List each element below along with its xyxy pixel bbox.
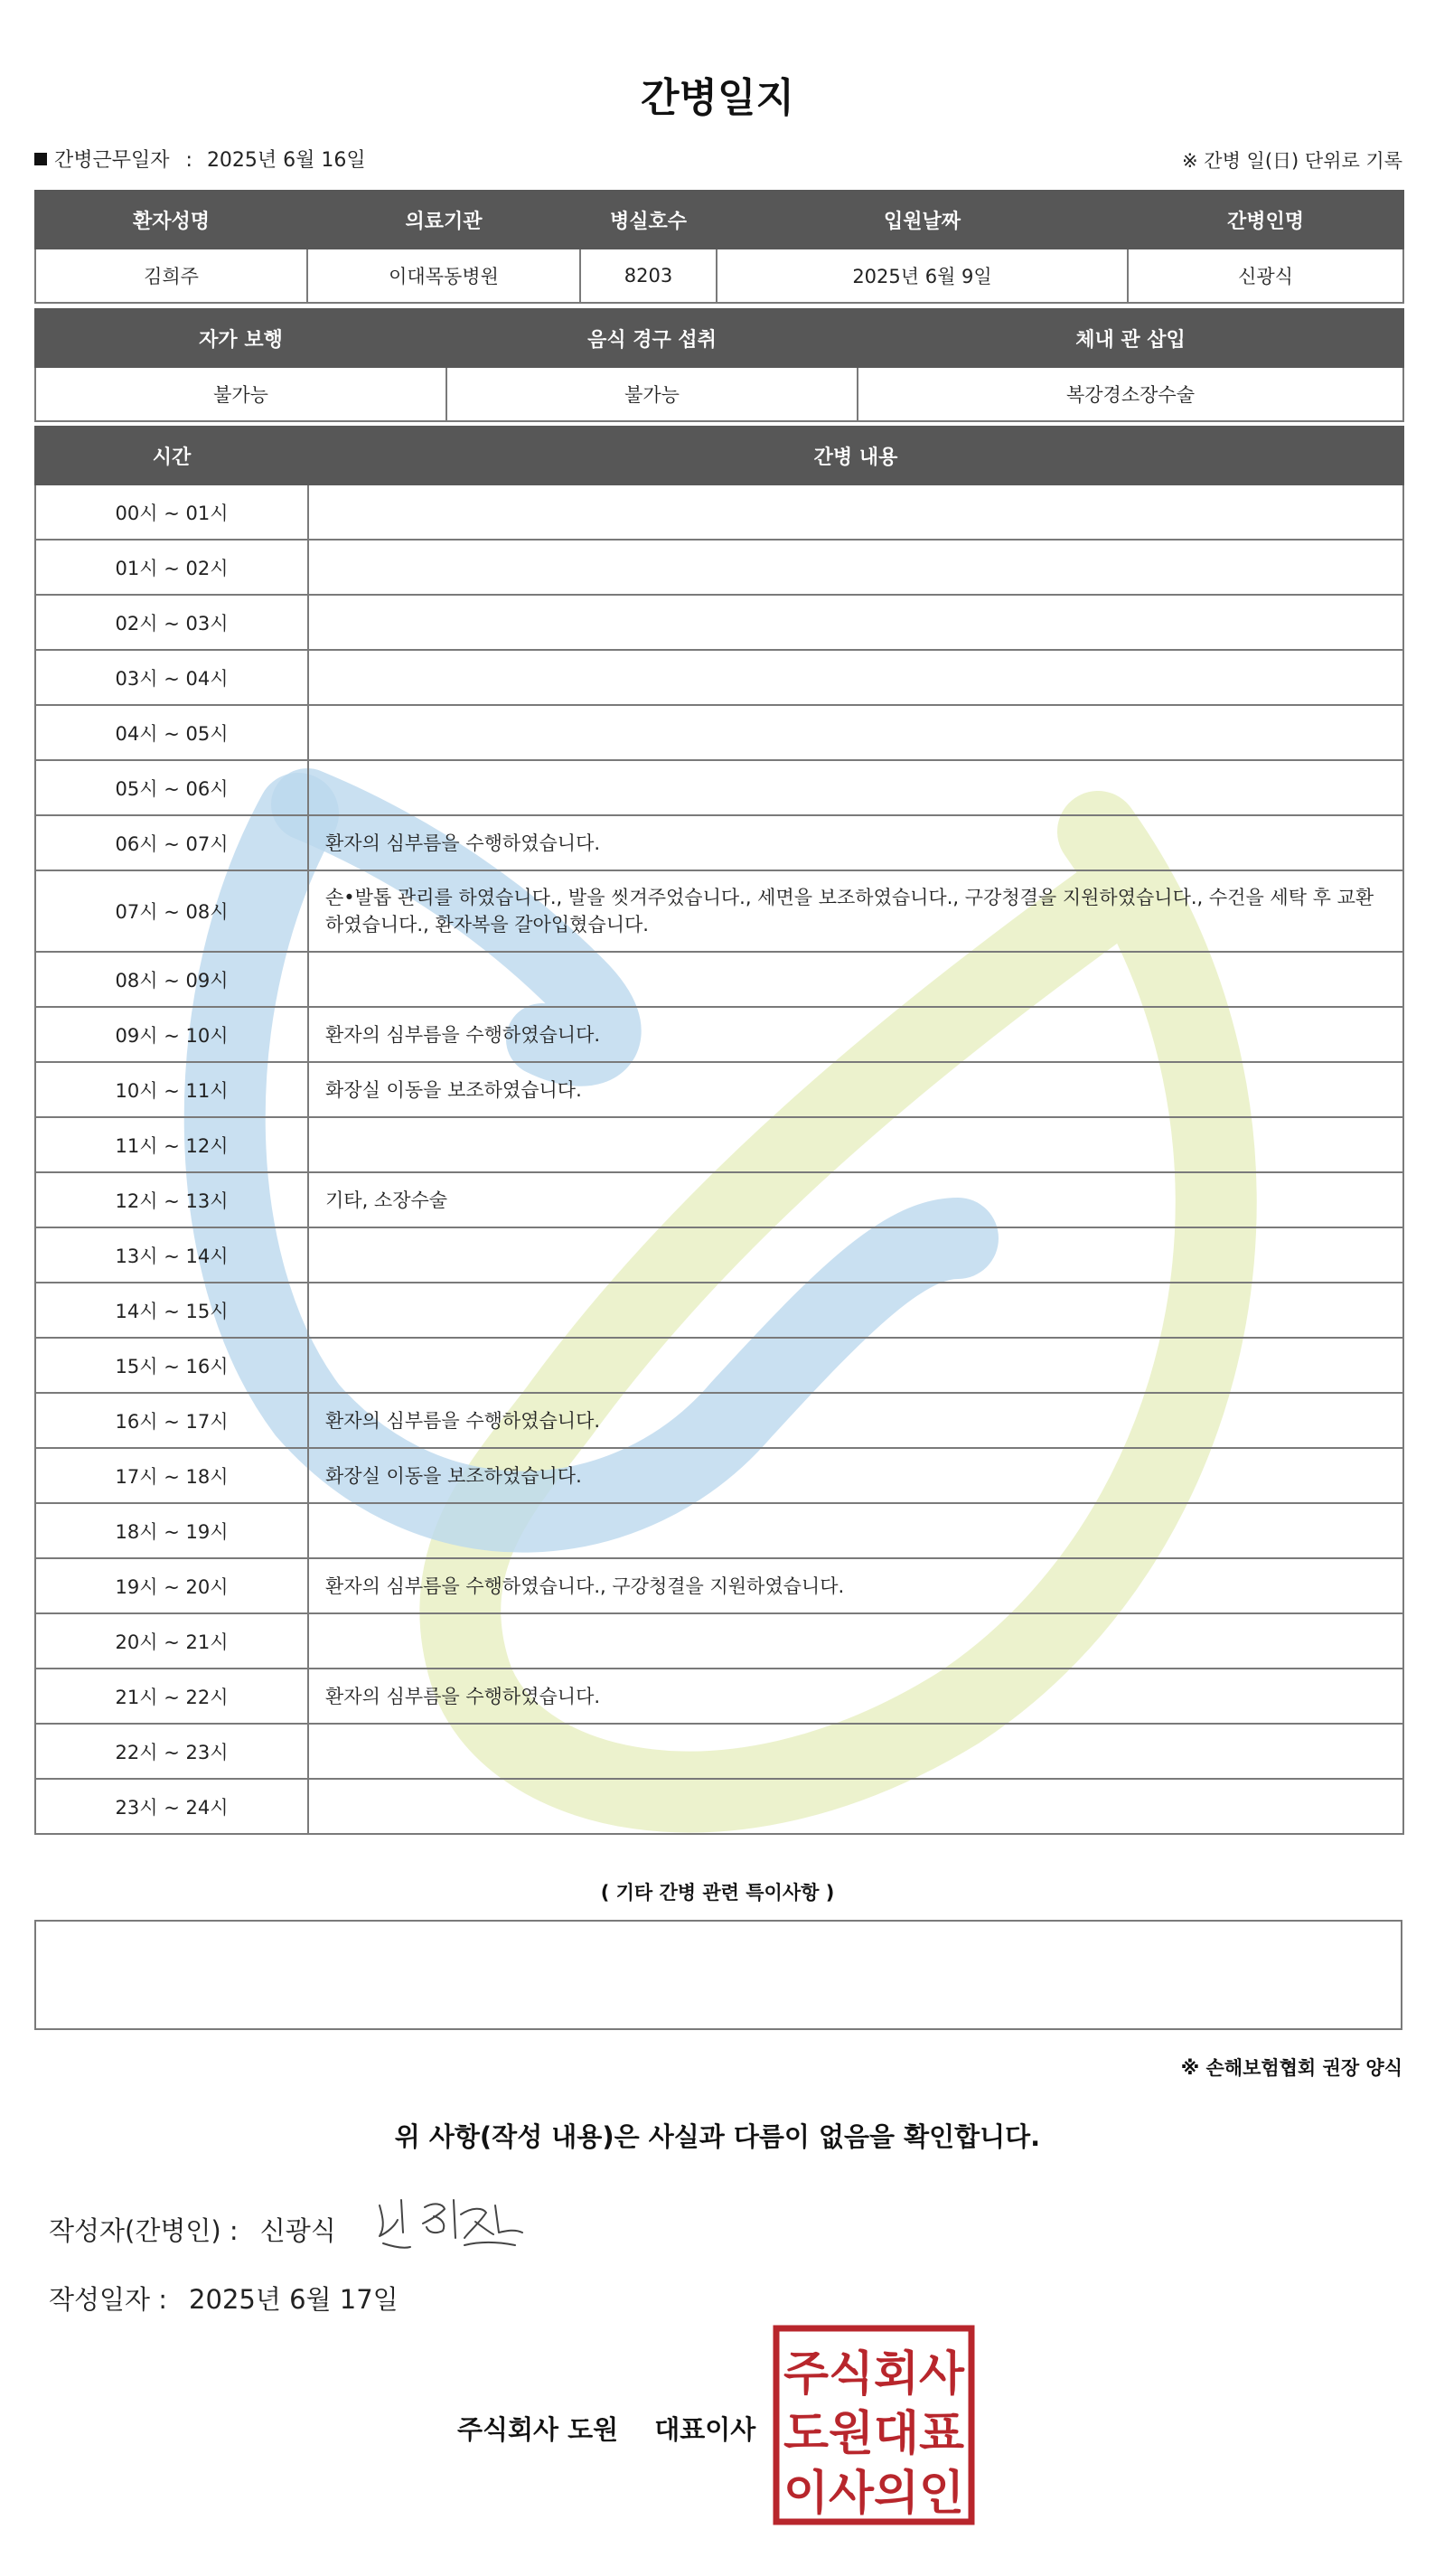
header-care-content: 간병 내용 <box>308 427 1403 484</box>
care-content-cell: 화장실 이동을 보조하였습니다. <box>308 1062 1403 1117</box>
table-row <box>35 1007 1403 1062</box>
care-content-cell: 기타, 소장수술 <box>308 1172 1403 1227</box>
written-date-line <box>49 2280 399 2317</box>
care-content-cell <box>308 1779 1403 1834</box>
header-self-walking: 자가 보행 <box>35 309 446 367</box>
time-cell: 16시 ~ 17시 <box>35 1393 308 1448</box>
notes-box <box>34 1920 1402 2030</box>
writer-label: 작성자(간병인) : <box>49 2215 239 2246</box>
care-content-cell: 환자의 심부름을 수행하였습니다., 구강청결을 지원하였습니다. <box>308 1558 1403 1613</box>
company-name: 주식회사 도원 <box>457 2414 619 2445</box>
care-content-cell <box>308 1117 1403 1172</box>
oral-intake-value: 불가능 <box>446 367 858 421</box>
table-row <box>35 1338 1403 1393</box>
room-number: 8203 <box>580 249 717 303</box>
time-cell: 14시 ~ 15시 <box>35 1283 308 1338</box>
time-cell: 23시 ~ 24시 <box>35 1779 308 1834</box>
time-cell: 20시 ~ 21시 <box>35 1613 308 1669</box>
unit-note: ※ 간병 일(日) 단위로 기록 <box>1182 150 1402 172</box>
table-row <box>35 1724 1403 1779</box>
care-content-cell <box>308 595 1403 650</box>
table-row <box>35 540 1403 595</box>
time-cell: 17시 ~ 18시 <box>35 1448 308 1503</box>
table-row <box>35 1227 1403 1283</box>
care-content-cell <box>308 705 1403 760</box>
table-header-row <box>35 427 1403 484</box>
care-content-cell <box>308 1613 1403 1669</box>
time-cell: 22시 ~ 23시 <box>35 1724 308 1779</box>
table-row <box>35 1062 1403 1117</box>
table-row <box>35 650 1403 705</box>
care-content-cell <box>308 1227 1403 1283</box>
care-content-cell: 손•발톱 관리를 하였습니다., 발을 씻겨주었습니다., 세면을 보조하였습니다., 구강청결을 지원하였습니다., 수건을 세탁 후 교환하였습니다., 환자복을 갈아입혔습니다. <box>308 870 1403 952</box>
time-cell: 21시 ~ 22시 <box>35 1669 308 1724</box>
table-row <box>35 952 1403 1007</box>
header-tube-insertion: 체내 관 삽입 <box>858 309 1403 367</box>
time-cell: 11시 ~ 12시 <box>35 1117 308 1172</box>
table-row <box>35 1613 1403 1669</box>
patient-name: 김희주 <box>35 249 307 303</box>
table-row <box>35 1448 1403 1503</box>
duty-date-value: 2025년 6월 16일 <box>206 149 366 172</box>
care-content-cell: 환자의 심부름을 수행하였습니다. <box>308 1393 1403 1448</box>
header-time: 시간 <box>35 427 308 484</box>
header-caregiver-name: 간병인명 <box>1128 191 1403 249</box>
tube-insertion-value: 복강경소장수술 <box>858 367 1403 421</box>
time-cell: 08시 ~ 09시 <box>35 952 308 1007</box>
time-cell: 06시 ~ 07시 <box>35 815 308 870</box>
care-content-cell: 화장실 이동을 보조하였습니다. <box>308 1448 1403 1503</box>
svg-text:도원대표: 도원대표 <box>783 2407 964 2461</box>
header-room-number: 병실호수 <box>580 191 717 249</box>
table-row <box>35 484 1403 540</box>
confirmation-statement: 위 사항(작성 내용)은 사실과 다름이 없음을 확인합니다. <box>394 2121 1041 2152</box>
admission-date: 2025년 6월 9일 <box>717 249 1128 303</box>
table-row <box>35 815 1403 870</box>
header-patient-name: 환자성명 <box>35 191 307 249</box>
care-content-cell <box>308 1724 1403 1779</box>
bullet-square-icon <box>34 153 47 165</box>
care-content-cell: 환자의 심부름을 수행하였습니다. <box>308 815 1403 870</box>
care-content-cell <box>308 540 1403 595</box>
caregiver-name: 신광식 <box>1128 249 1403 303</box>
table-row <box>35 249 1403 303</box>
notes-heading: ( 기타 간병 관련 특이사항 ) <box>600 1882 835 1904</box>
table-header-row <box>35 191 1403 249</box>
time-cell: 05시 ~ 06시 <box>35 760 308 815</box>
care-content-cell: 환자의 심부름을 수행하였습니다. <box>308 1007 1403 1062</box>
writer-line <box>49 2211 336 2248</box>
table-row <box>35 1779 1403 1834</box>
svg-text:주식회사: 주식회사 <box>783 2347 965 2402</box>
table-row <box>35 1117 1403 1172</box>
duty-date-separator: : <box>185 149 192 172</box>
patient-info-table <box>34 190 1404 304</box>
table-row <box>35 367 1403 421</box>
table-row <box>35 1393 1403 1448</box>
time-cell: 18시 ~ 19시 <box>35 1503 308 1558</box>
care-log-table <box>34 426 1404 1835</box>
written-date-value: 2025년 6월 17일 <box>189 2284 399 2315</box>
header-oral-intake: 음식 경구 섭취 <box>446 309 858 367</box>
care-content-cell: 환자의 심부름을 수행하였습니다. <box>308 1669 1403 1724</box>
table-row <box>35 595 1403 650</box>
header-hospital: 의료기관 <box>307 191 580 249</box>
care-content-cell <box>308 1338 1403 1393</box>
header-admission-date: 입원날짜 <box>717 191 1128 249</box>
care-content-cell <box>308 650 1403 705</box>
table-row <box>35 1669 1403 1724</box>
written-date-label: 작성일자 : <box>49 2284 168 2315</box>
time-cell: 15시 ~ 16시 <box>35 1338 308 1393</box>
care-content-cell <box>308 760 1403 815</box>
time-cell: 02시 ~ 03시 <box>35 595 308 650</box>
time-cell: 00시 ~ 01시 <box>35 484 308 540</box>
duty-date <box>34 145 366 173</box>
company-seal <box>773 2325 975 2525</box>
time-cell: 09시 ~ 10시 <box>35 1007 308 1062</box>
table-row <box>35 1283 1403 1338</box>
table-row <box>35 760 1403 815</box>
hospital-name: 이대목동병원 <box>307 249 580 303</box>
table-header-row <box>35 309 1403 367</box>
self-walking-value: 불가능 <box>35 367 446 421</box>
duty-date-label: 간병근무일자 <box>54 149 170 172</box>
care-content-cell <box>308 484 1403 540</box>
table-row <box>35 1503 1403 1558</box>
care-content-cell <box>308 952 1403 1007</box>
patient-status-table <box>34 308 1404 422</box>
time-cell: 01시 ~ 02시 <box>35 540 308 595</box>
table-row <box>35 705 1403 760</box>
document-title: 간병일지 <box>640 75 794 121</box>
writer-name: 신광식 <box>259 2215 336 2246</box>
company-line <box>457 2410 755 2447</box>
time-cell: 12시 ~ 13시 <box>35 1172 308 1227</box>
association-note: ※ 손해보험협회 권장 양식 <box>1180 2057 1402 2079</box>
table-row <box>35 870 1403 952</box>
care-content-cell <box>308 1503 1403 1558</box>
table-row <box>35 1172 1403 1227</box>
time-cell: 19시 ~ 20시 <box>35 1558 308 1613</box>
time-cell: 13시 ~ 14시 <box>35 1227 308 1283</box>
care-content-cell <box>308 1283 1403 1338</box>
svg-text:이사의인: 이사의인 <box>783 2467 964 2521</box>
handwritten-signature <box>370 2187 533 2260</box>
time-cell: 03시 ~ 04시 <box>35 650 308 705</box>
company-role: 대표이사 <box>654 2414 756 2445</box>
table-row <box>35 1558 1403 1613</box>
time-cell: 10시 ~ 11시 <box>35 1062 308 1117</box>
time-cell: 04시 ~ 05시 <box>35 705 308 760</box>
time-cell: 07시 ~ 08시 <box>35 870 308 952</box>
